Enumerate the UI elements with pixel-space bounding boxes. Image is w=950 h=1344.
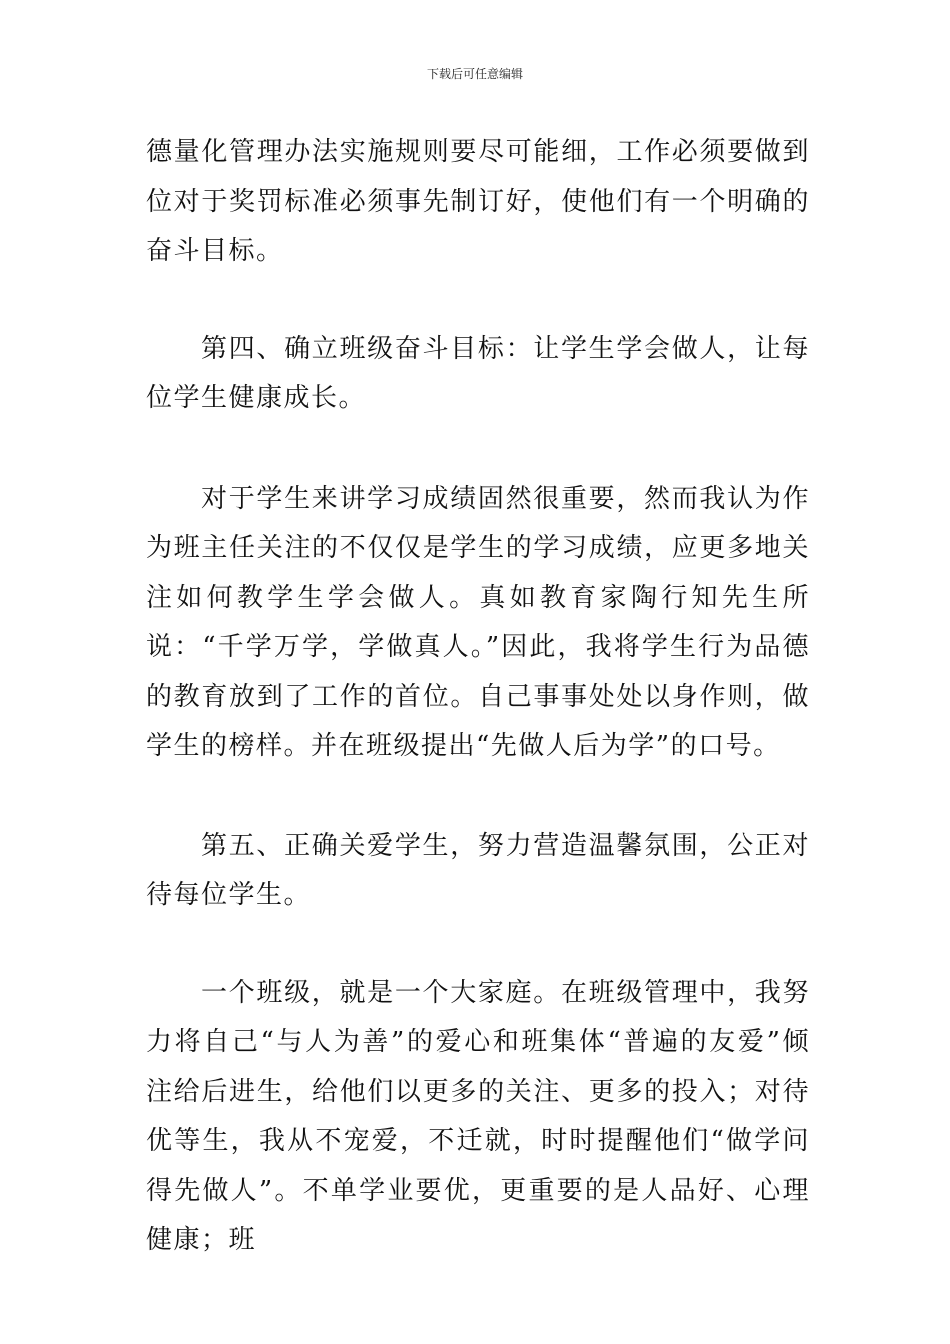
paragraph-class-as-family: 一个班级，就是一个大家庭。在班级管理中，我努力将自己“与人为善”的爱心和班集体“普遍的友爱”倾注给后进生，给他们以更多的关注、更多的投入；对待优等生，我从不宠爱，不迁就，时时提醒他们“做学问得先做人”。不单学业要优，更重要的是人品好、心理健康；班 xyxy=(146,977,810,1255)
paragraph-section-four-heading: 第四、确立班级奋斗目标：让学生学会做人，让每位学生健康成长。 xyxy=(146,333,810,413)
page-header-note: 下载后可任意编辑 xyxy=(426,67,523,81)
paragraph-learning-to-be-human: 对于学生来讲学习成绩固然很重要，然而我认为作为班主任关注的不仅仅是学生的学习成绩，应更多地关注如何教学生学会做人。真如教育家陶行知先生所说：“千学万学，学做真人。”因此，我将学生行为品德的教育放到了工作的首位。自己事事处处以身作则，做学生的榜样。并在班级提出“先做人后为学”的口号。 xyxy=(146,483,810,761)
paragraph-continuation: 德量化管理办法实施规则要尽可能细，工作必须要做到位对于奖罚标准必须事先制订好，使他们有一个明确的奋斗目标。 xyxy=(146,137,810,266)
document-body xyxy=(146,128,810,1266)
paragraph-section-five-heading: 第五、正确关爱学生，努力营造温馨氛围，公正对待每位学生。 xyxy=(146,830,810,910)
